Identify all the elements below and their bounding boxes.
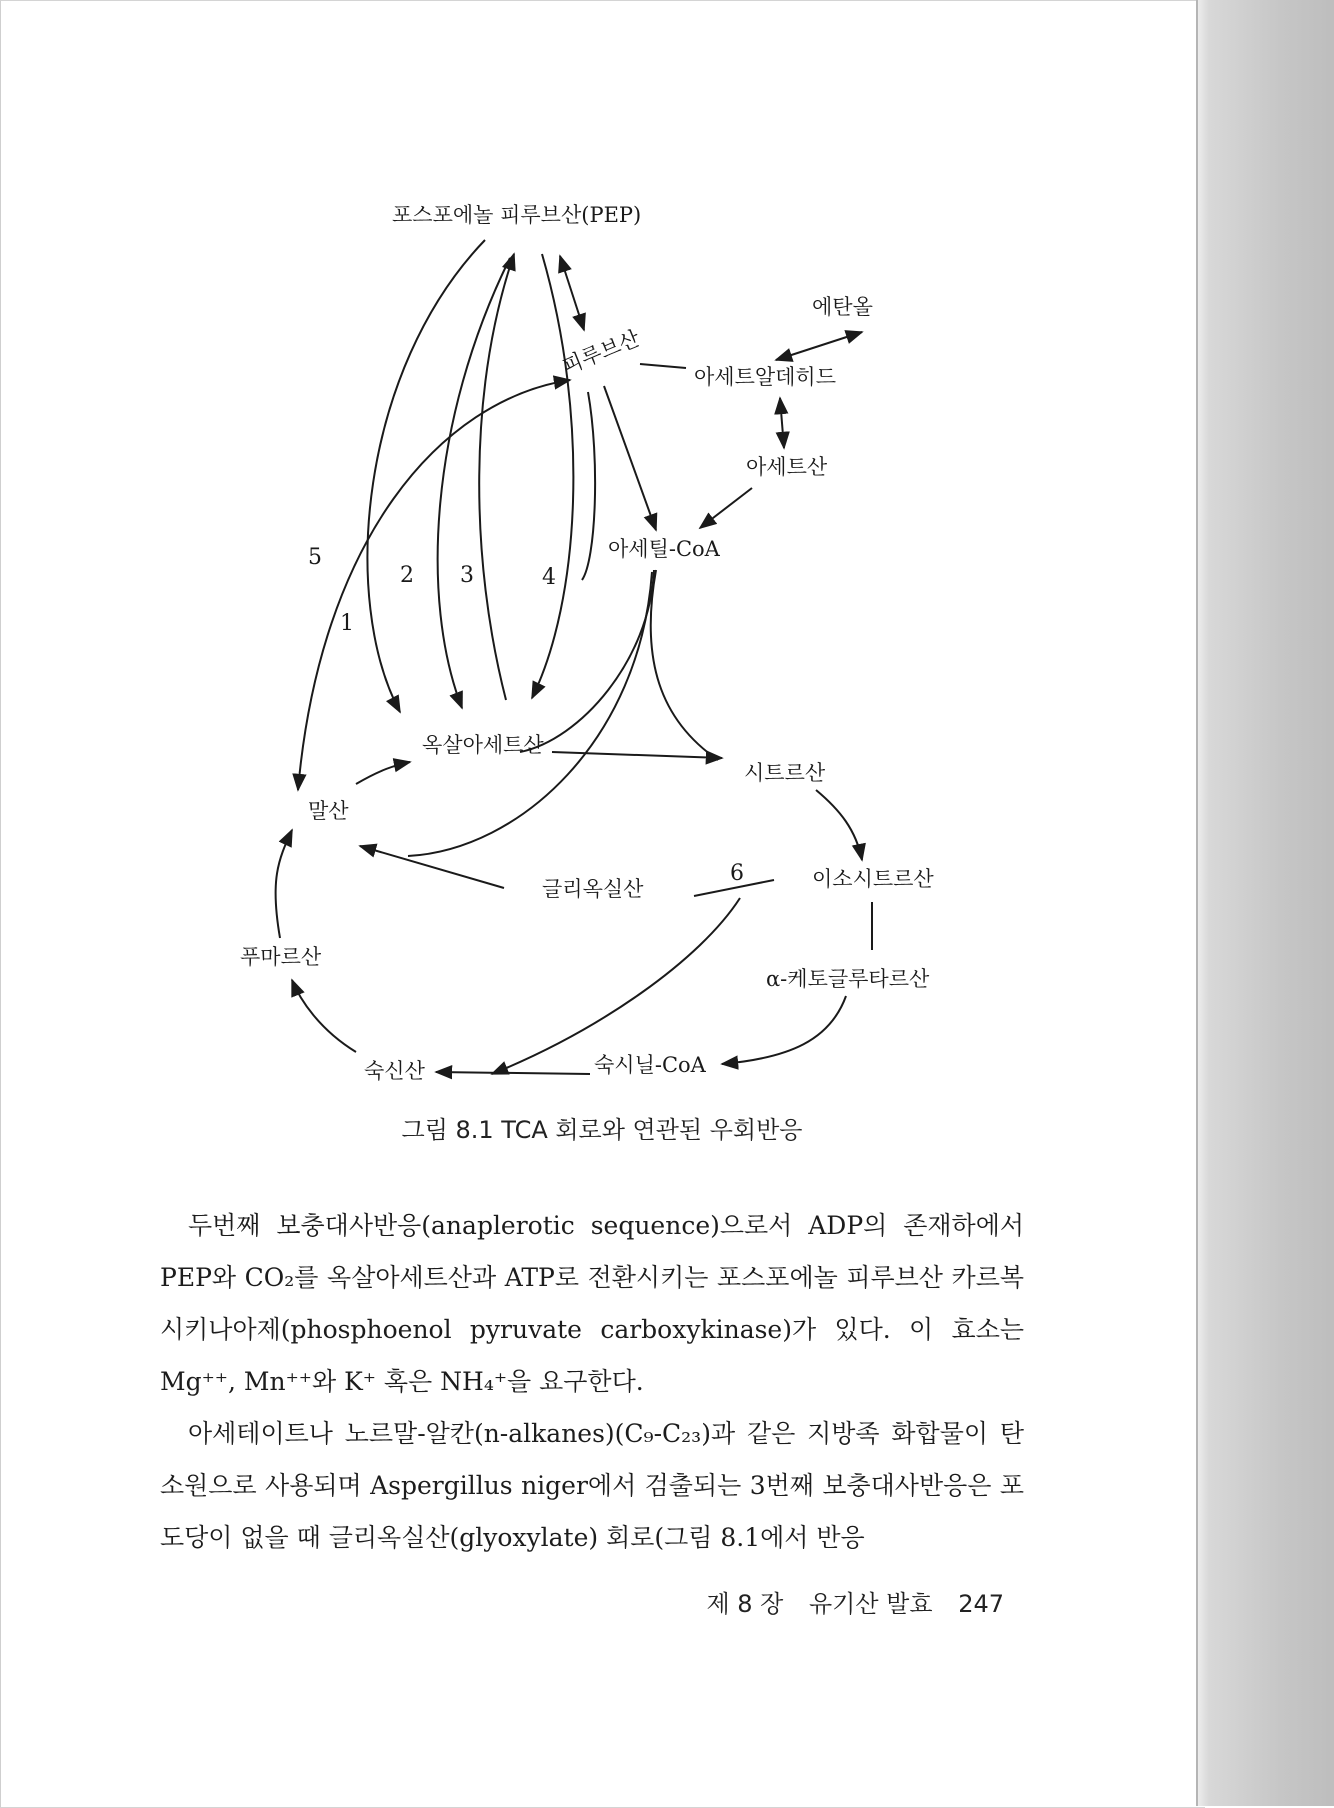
label-succinate: 숙신산 (364, 1059, 425, 1083)
label-isocitrate: 이소시트르산 (812, 867, 934, 891)
line-acetylcoa-malate (408, 572, 652, 856)
reaction-number-4: 4 (542, 565, 556, 590)
arrow-fumarate-malate (276, 830, 292, 938)
arrow-acetate-acetylcoa (700, 488, 752, 528)
label-glyoxylate: 글리옥실산 (542, 877, 644, 901)
label-acetyl-coa: 아세틸-CoA (608, 537, 720, 561)
arrow-acetaldehyde-acetate (780, 398, 784, 448)
arrow-pyruvate-acetylcoa (604, 386, 656, 530)
page-footer (0, 1584, 1004, 1619)
paragraph-2: 아세테이트나 노르말-알칸(n-alkanes)(C₉-C₂₃)과 같은 지방족 화합물이 탄소원으로 사용되며 Aspergillus niger에서 검출되는 3번째 보충대사반응은 포도당이 없을 때 글리옥실산(glyoxylate) 회로(그림 8.1에서 반응 (160, 1419, 1024, 1552)
line-acetylcoa-citrate (651, 570, 718, 760)
arrow-pep-to-oxaloacetate-1 (367, 240, 485, 712)
label-acetaldehyde: 아세트알데히드 (694, 365, 837, 389)
reaction-number-3: 3 (460, 563, 474, 588)
label-acetate: 아세트산 (746, 455, 828, 479)
figure-caption: 그림 8.1 TCA 회로와 연관된 우회반응 (401, 1116, 803, 1144)
arrow-pyruvate-malate (298, 380, 570, 790)
arrow-alphakg-succinylcoa (722, 996, 846, 1064)
body-text (160, 1200, 1024, 1564)
label-succinyl-coa: 숙시닐-CoA (594, 1053, 706, 1077)
arrow-oxaloacetate-to-pep-3 (479, 254, 514, 700)
arrow-succinylcoa-succinate (436, 1072, 590, 1074)
arrow-pep-to-oxaloacetate-2 (438, 258, 510, 708)
arrow-pep-to-oxaloacetate-4 (532, 254, 573, 698)
page-number: 247 (958, 1590, 1004, 1618)
reaction-number-6: 6 (730, 861, 744, 886)
label-fumarate: 푸마르산 (240, 945, 322, 969)
arrow-pep-pyruvate (560, 256, 584, 330)
reaction-number-1: 1 (340, 611, 354, 636)
arrow-citrate-isocitrate (816, 790, 862, 860)
label-ethanol: 에탄올 (812, 295, 873, 319)
arrow-malate-oxaloacetate (356, 762, 410, 784)
arrow-succinate-fumarate (292, 980, 356, 1052)
label-citrate: 시트르산 (744, 761, 826, 785)
arrow-ethanol-acetaldehyde (776, 332, 862, 360)
label-malate: 말산 (308, 799, 349, 823)
reaction-number-5: 5 (308, 545, 322, 570)
line-pyruvate-acetaldehyde (640, 364, 686, 368)
label-pyruvate: 피루브산 (558, 325, 644, 379)
arrow-isocitrate-succinate (492, 898, 740, 1074)
arrow-oxaloacetate-citrate (552, 752, 722, 758)
label-pep: 포스포에놀 피루브산(PEP) (392, 203, 642, 227)
line-pyruvate-down (582, 392, 595, 580)
label-oxaloacetate: 옥살아세트산 (422, 733, 544, 757)
footer-chapter: 제 8 장 (706, 1590, 784, 1618)
paragraph-1: 두번째 보충대사반응(anaplerotic sequence)으로서 ADP의 존재하에서 PEP와 CO₂를 옥살아세트산과 ATP로 전환시키는 포스포에놀 피루브산 카르복시키나아제(phosphoenol pyruvate carboxykinase)가 있다. 이 효소는 Mg⁺⁺, Mn⁺⁺와 K⁺ 혹은 NH₄⁺을 요구한다. (160, 1211, 1024, 1396)
book-spine (1196, 0, 1334, 1806)
reaction-number-2: 2 (400, 563, 414, 588)
label-alpha-kg: α-케토글루타르산 (766, 967, 930, 991)
footer-title: 유기산 발효 (808, 1590, 933, 1618)
